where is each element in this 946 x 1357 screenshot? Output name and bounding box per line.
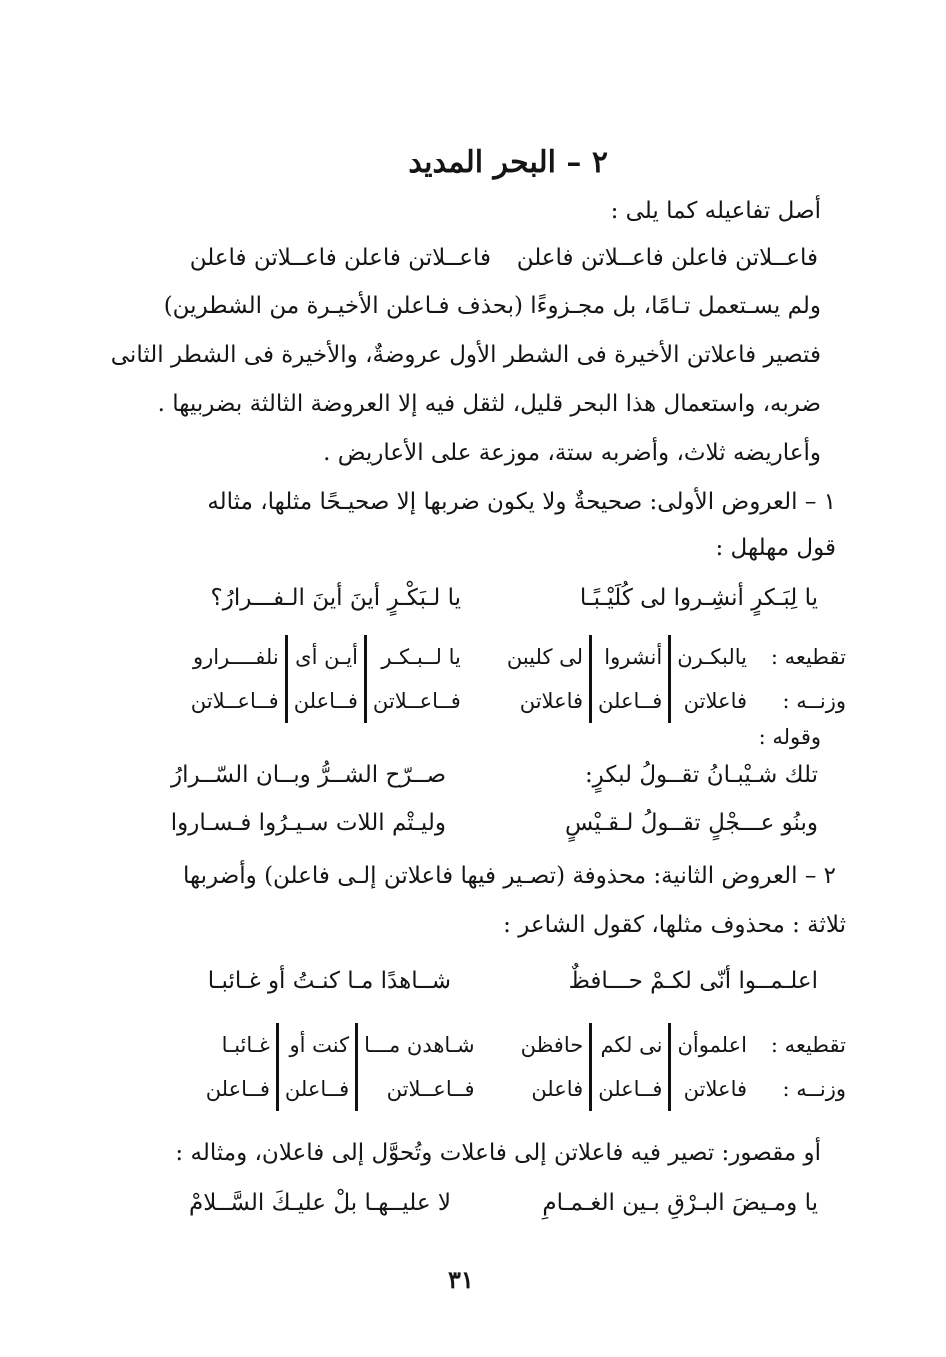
scansion-cell: أيـن أى bbox=[295, 645, 358, 669]
paragraph-line: ضربه، واستعمال هذا البحر قليل، لثقل فيه إلا العروضة الثالثة بضربيها . bbox=[157, 391, 821, 417]
scansion-cell: فــاعلن bbox=[598, 689, 663, 713]
scansion-divider bbox=[589, 1023, 592, 1111]
scansion-cell: اعلموأن bbox=[677, 1033, 747, 1057]
scansion-divider bbox=[668, 1023, 671, 1111]
scansion-cell: فاعلاتن bbox=[683, 689, 747, 713]
verse-left-hemistich: لا عليــهـا بلْ عليـكَ السَّــلامْ bbox=[188, 1190, 451, 1216]
scansion-cell: فــاعلن bbox=[205, 1077, 270, 1101]
paragraph-line: وأعاريضه ثلاث، وأضربه ستة، موزعة على الأعاريض . bbox=[323, 440, 821, 466]
paragraph-line: ٢ – العروض الثانية: محذوفة (تصـير فيها فاعلاتن إلـى فاعلن) وأضربها bbox=[183, 863, 836, 889]
scansion-cell: فــاعلن bbox=[598, 1077, 663, 1101]
paragraph-line: ثلاثة : محذوف مثلها، كقول الشاعر : bbox=[503, 912, 846, 938]
scansion-cell: شـاهدن مـــا bbox=[364, 1033, 475, 1057]
scansion-cell: كنت أو bbox=[289, 1033, 350, 1057]
scansion-cell: يا لــبـكـر bbox=[381, 645, 461, 669]
paragraph-line: قول مهلهل : bbox=[715, 535, 836, 561]
verse-left-hemistich: يا لـبَكْـرٍ أينَ أينَ الـفـــرارُ؟ bbox=[210, 585, 461, 611]
scansion-cell: فــاعلن bbox=[293, 689, 358, 713]
scansion-label: تقطيعه : bbox=[770, 645, 846, 669]
verse-left-hemistich: وليـتْم اللات سـيـرُوا فـسـاروا bbox=[170, 810, 446, 836]
section-title: ٢ – البحر المديد bbox=[408, 145, 608, 180]
verse-right-hemistich: وبنُو عـــجْلٍ تقــولُ لـقـيْسٍ bbox=[565, 810, 818, 836]
scansion-cell: فاعلاتن bbox=[519, 689, 584, 713]
scansion-cell: فاعلن bbox=[531, 1077, 584, 1101]
scansion-divider bbox=[364, 635, 367, 723]
scansion-cell: يالبكـرن bbox=[677, 645, 747, 669]
qawluh-label: وقوله : bbox=[758, 725, 821, 749]
scansion-table bbox=[187, 635, 846, 723]
scansion-label: تقطيعه : bbox=[770, 1033, 846, 1057]
scansion-cell: غـائبـا bbox=[221, 1033, 270, 1057]
scansion-cell: أنشروا bbox=[604, 645, 663, 669]
pattern-right-hemistich: فاعــلاتن فاعلن فاعــلاتن فاعلن bbox=[516, 245, 818, 271]
scansion-cell: فاعلاتن bbox=[683, 1077, 747, 1101]
scansion-label: وزنــه : bbox=[782, 689, 846, 713]
intro-line: أصل تفاعيله كما يلى : bbox=[610, 198, 821, 224]
paragraph-line: ولم يسـتعمل تـامًا، بل مجـزوءًا (بحذف فـاعلن الأخيـرة من الشطرين) bbox=[163, 293, 821, 319]
scansion-divider bbox=[589, 635, 592, 723]
verse-right-hemistich: يا ومـيضَ البـرْقِ بـين الغـمـامِ bbox=[542, 1190, 818, 1216]
scansion-cell: فــاعــلاتن bbox=[386, 1077, 475, 1101]
scansion-cell: حافظن bbox=[520, 1033, 584, 1057]
scansion-divider bbox=[668, 635, 671, 723]
scansion-divider bbox=[276, 1023, 279, 1111]
scansion-cell: فــاعلن bbox=[284, 1077, 350, 1101]
paragraph-line: ١ – العروض الأولى: صحيحةٌ ولا يكون ضربها إلا صحيـحًا مثلها، مثاله bbox=[207, 489, 836, 515]
scansion-cell: فــاعــلاتن bbox=[190, 689, 279, 713]
verse-left-hemistich: صــرّح الشــرُّ وبــان السّــرارُ bbox=[170, 762, 446, 788]
pattern-left-hemistich: فاعــلاتن فاعلن فاعــلاتن فاعلن bbox=[189, 245, 491, 271]
paragraph-line: فتصير فاعلاتن الأخيرة فى الشطر الأول عروضةٌ، والأخيرة فى الشطر الثانى bbox=[110, 342, 821, 368]
scansion-cell: نلفــــرارو bbox=[192, 645, 279, 669]
scansion-label: وزنــه : bbox=[782, 1077, 846, 1101]
scansion-divider bbox=[355, 1023, 358, 1111]
scansion-cell: فــاعــلاتن bbox=[372, 689, 461, 713]
verse-right-hemistich: يا لِبَـكرٍ أنشِـروا لى كُلَيْـبًـا bbox=[579, 585, 818, 611]
verse-right-hemistich: تلك شـيْبـانُ تقــولُ لبكرٍ: bbox=[584, 762, 818, 788]
verse-left-hemistich: شــاهدًا مـا كنـتُ أو غـائبـا bbox=[207, 968, 451, 994]
paragraph-line: أو مقصور: تصير فيه فاعلاتن إلى فاعلات وتُحوَّل إلى فاعلان، ومثاله : bbox=[175, 1140, 821, 1166]
scansion-table bbox=[202, 1023, 846, 1111]
scansion-cell: لى كليبن bbox=[506, 645, 584, 669]
page-number: ٣١ bbox=[448, 1265, 474, 1294]
scansion-cell: نى لكم bbox=[600, 1033, 663, 1057]
verse-right-hemistich: اعلـمــوا أنّى لكـمْ حـــافظٌ bbox=[568, 968, 818, 994]
scansion-divider bbox=[285, 635, 288, 723]
